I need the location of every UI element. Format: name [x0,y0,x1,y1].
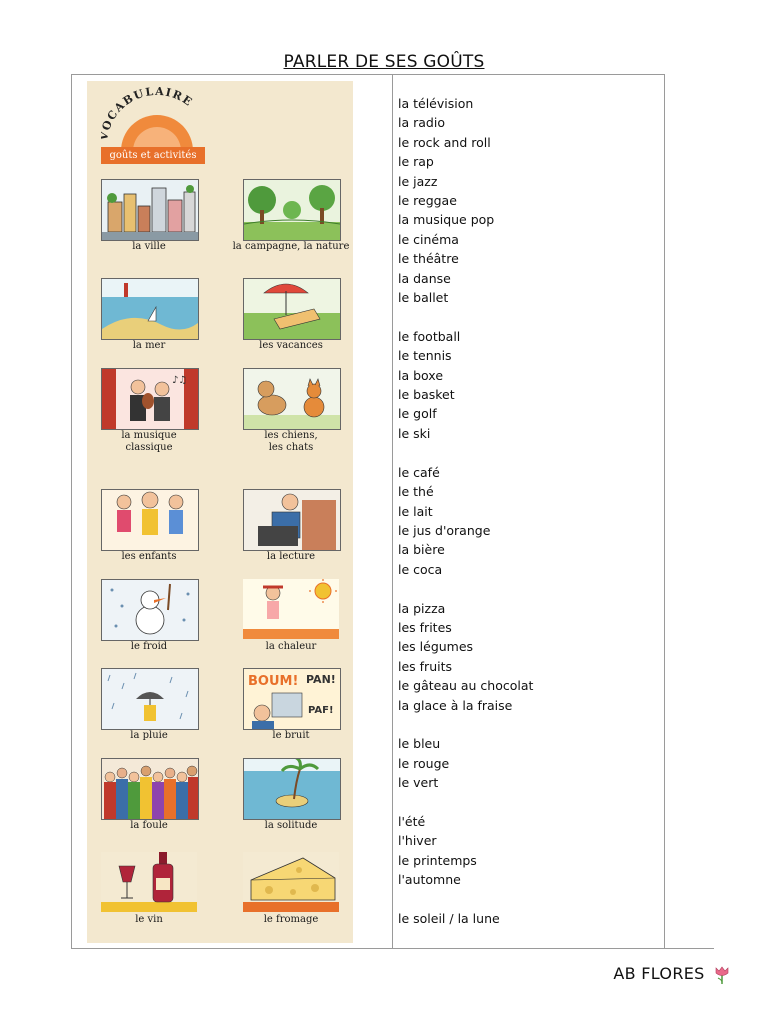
vocab-word: le ballet [398,290,449,306]
vocab-caption: la foule [130,820,168,831]
classical-music-picture [101,368,199,430]
vocab-caption: le froid [130,641,168,652]
word-group [398,94,658,307]
vocab-item-noise [229,664,353,763]
vocab-item-classical-music [87,364,211,463]
vocab-word: le gâteau au chocolat [398,678,534,694]
vocab-caption: la solitude [264,820,318,831]
vocab-word: le lait [398,503,433,519]
vocab-word: le théâtre [398,251,459,267]
vocab-caption [229,430,353,454]
vocab-word: les légumes [398,639,474,655]
author-name: AB FLORES [613,964,705,983]
vocab-item-wine [87,848,211,943]
vocab-word: les fruits [398,658,452,674]
vocab-word: la glace à la fraise [398,697,513,713]
vocab-caption: la campagne, la nature [232,241,350,252]
vocab-word: le bleu [398,736,441,752]
vocab-word: le football [398,328,461,344]
crowd-picture [101,758,199,820]
vocab-word: le jus d'orange [398,522,491,538]
vocab-item-cheese [229,848,353,943]
vocab-caption [87,430,211,454]
vocab-word: le rock and roll [398,134,491,150]
vocab-word: le rouge [398,755,450,771]
vocab-word: la radio [398,115,445,131]
vocab-word: le ski [398,425,431,441]
vocab-word: le basket [398,387,455,403]
vocab-caption: les vacances [259,340,323,351]
vocab-item-city [87,175,211,274]
rain-picture [101,668,199,730]
holidays-picture [243,278,341,340]
wine-picture [101,852,197,912]
word-group [398,734,658,792]
children-picture [101,489,199,551]
svg-text:♪♫: ♪♫ [172,375,188,386]
vocab-caption: le fromage [263,914,319,925]
city-picture [101,179,199,241]
page-title: PARLER DE SES GOÛTS [283,52,485,72]
vocab-word: la bière [398,542,445,558]
vocab-word: le vert [398,775,439,791]
vocab-caption-text: les chiens, les chats [264,430,318,453]
vocab-item-holidays [229,274,353,373]
vocab-item-crowd [87,754,211,853]
noise-picture [243,668,341,730]
vocab-word: le café [398,464,440,480]
footer-rule [664,948,714,949]
vocab-word: le printemps [398,852,477,868]
countryside-picture [243,179,341,241]
word-list [398,94,658,948]
vocab-item-rain [87,664,211,763]
word-group [398,599,658,715]
reading-picture [243,489,341,551]
vocab-word: les frites [398,619,452,635]
word-group [398,463,658,579]
vocab-word: le golf [398,406,437,422]
sea-picture [101,278,199,340]
vocab-item-heat [229,575,353,674]
solitude-picture [243,758,341,820]
vocab-item-children [87,485,211,584]
footer [613,964,730,984]
heat-picture [243,579,339,639]
vocab-caption: le bruit [272,730,310,741]
vocab-word: le rap [398,154,434,170]
vocab-word: la danse [398,270,451,286]
vocab-word: la boxe [398,367,444,383]
vocab-table [71,74,665,949]
vocab-word: la télévision [398,96,474,111]
vocab-caption: le vin [135,914,163,925]
vocab-caption: la lecture [266,551,316,562]
dogs-cats-picture [243,368,341,430]
cheese-picture [243,852,339,912]
vocabulary-panel [87,81,353,943]
vocabulary-subheading: goûts et activités [101,147,205,164]
vocab-word: le cinéma [398,231,459,247]
vocab-caption: la chaleur [265,641,317,652]
vocab-item-cold [87,575,211,674]
vocab-item-countryside [229,175,353,274]
vocabulary-heading: CABULAIRE [104,85,196,123]
vocab-word: l'hiver [398,833,437,849]
vocab-word: la musique pop [398,212,495,228]
vocab-caption: les enfants [121,551,177,562]
noise-sound-1: BOUM! [248,674,299,689]
word-group [398,812,658,890]
vocab-item-dogs-cats [229,364,353,463]
sunrise-icon [101,85,211,155]
vocab-caption: la mer [132,340,166,351]
tulip-icon [714,966,730,984]
vocab-item-reading [229,485,353,584]
noise-sound-2: PAN! [306,673,336,686]
cold-picture [101,579,199,641]
vocab-word: le reggae [398,193,457,209]
vocab-item-sea [87,274,211,373]
vocab-word: l'automne [398,872,461,888]
vocab-word: le jazz [398,173,438,189]
vocab-word: le tennis [398,348,452,364]
word-group [398,327,658,443]
vocab-word: le soleil / la lune [398,910,500,926]
vocab-word: la pizza [398,600,446,616]
vocab-caption: la ville [132,241,166,252]
vocab-caption: la pluie [130,730,168,741]
column-divider [392,75,393,948]
word-group [398,909,658,928]
vocab-caption-text: la musique classique [121,430,177,453]
vocab-item-solitude [229,754,353,853]
vocab-word: le thé [398,484,434,500]
vocab-word: l'été [398,813,426,829]
vocab-word: le coca [398,561,443,577]
noise-sound-3: PAF! [308,705,334,716]
